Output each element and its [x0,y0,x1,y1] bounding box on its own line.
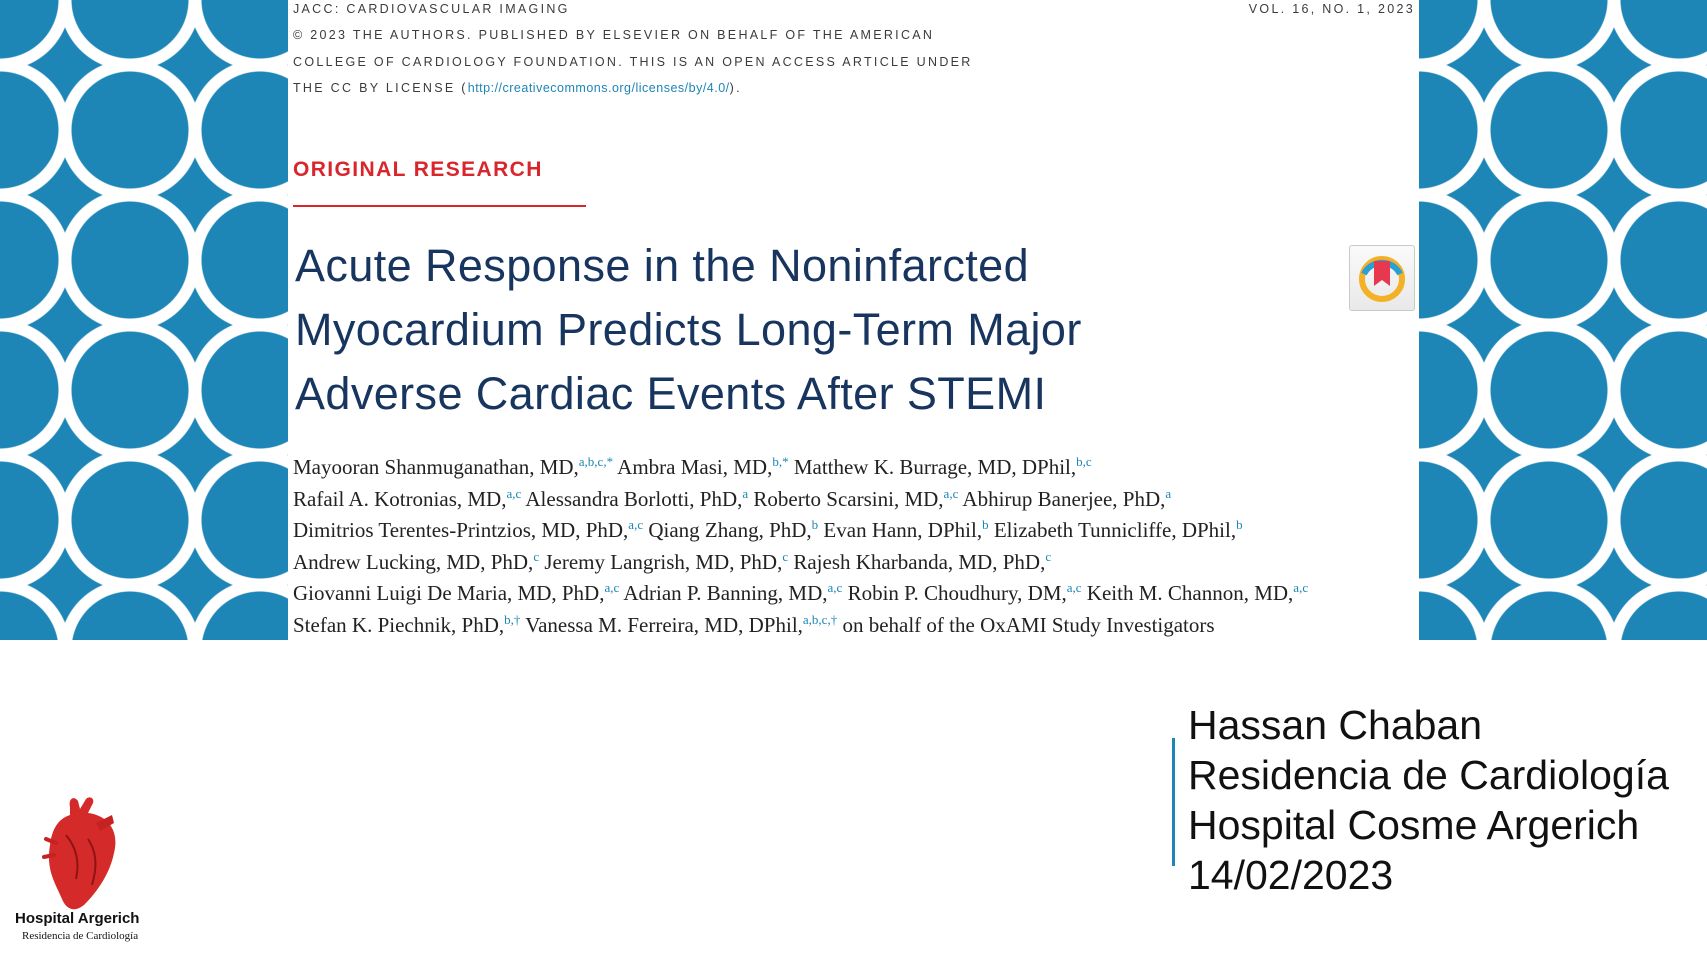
license-link[interactable]: http://creativecommons.org/licenses/by/4.0/ [467,81,730,95]
author-affiliation: a,c [604,580,620,595]
presenter-accent-bar [1172,738,1175,866]
license-line-3: THE CC BY LICENSE (http://creativecommons.org/licenses/by/4.0/). [293,81,742,95]
author-name: Giovanni Luigi De Maria, MD, PhD, [293,581,605,605]
journal-volume: VOL. 16, NO. 1, 2023 [1248,2,1415,16]
author-line [293,484,1418,516]
author-list [293,452,1418,640]
author-name: Abhirup Banerjee, PhD, [958,486,1166,511]
author-affiliation: a,c [628,517,644,532]
author-name: Andrew Lucking, MD, PhD, [293,549,534,574]
author-name: Qiang Zhang, PhD, [643,518,812,542]
author-name: Matthew K. Burrage, MD, DPhil, [788,455,1077,479]
presenter-name: Hassan Chaban [1188,702,1483,748]
author-affiliation: c [533,548,540,564]
author-name: Rajesh Kharbanda, MD, PhD, [788,549,1046,574]
author-name: Stefan K. Piechnik, PhD, [293,612,505,637]
author-line [293,610,1418,641]
presenter-info [1188,700,1703,900]
logo-subtitle: Residencia de Cardiología [22,930,139,942]
author-line [293,452,1418,484]
license-line-1: © 2023 THE AUTHORS. PUBLISHED BY ELSEVIER ON BEHALF OF THE AMERICAN [293,28,935,42]
author-line [293,515,1418,547]
author-name: Robin P. Choudhury, DM, [842,581,1067,605]
author-name: Vanessa M. Ferreira, MD, DPhil, [520,612,803,637]
decorative-pattern-left [0,0,288,640]
section-divider [293,205,586,207]
author-affiliation: b [982,517,989,532]
author-affiliation: a [1165,485,1172,501]
author-affiliation: a,c [827,580,843,595]
author-line [293,578,1418,610]
author-affiliation: a [742,485,749,501]
author-name: Adrian P. Banning, MD, [619,581,828,605]
author-name: on behalf of the OxAMI Study Investigators [837,612,1215,637]
author-name: Alessandra Borlotti, PhD, [521,486,743,511]
presenter-date: 14/02/2023 [1188,852,1394,898]
title-line: Acute Response in the Noninfarcted [295,240,1030,291]
author-name: Mayooran Shanmuganathan, MD, [293,455,579,479]
author-affiliation: b [1236,517,1243,532]
author-affiliation: b,* [772,454,789,469]
section-label: ORIGINAL RESEARCH [293,158,543,181]
article-title [295,234,1295,426]
title-line: Myocardium Predicts Long-Term Major [295,304,1082,355]
author-affiliation: a,c [506,485,522,501]
author-affiliation: b,c [1076,454,1092,469]
author-affiliation: a,c [943,485,959,501]
journal-name: JACC: CARDIOVASCULAR IMAGING [293,2,570,16]
author-affiliation: b [811,517,819,532]
author-affiliation: a,c [1066,580,1082,595]
author-affiliation: c [1045,548,1052,564]
author-name: Keith M. Channon, MD, [1081,581,1294,605]
article-header-image [288,0,1419,640]
logo-name: Hospital Argerich [15,910,140,927]
author-name: Roberto Scarsini, MD, [748,486,944,511]
author-name: Jeremy Langrish, MD, PhD, [539,549,783,574]
crossmark-icon[interactable] [1349,245,1415,311]
presenter-hospital: Hospital Cosme Argerich [1188,802,1640,848]
author-affiliation: b,† [504,611,521,627]
author-affiliation: a,b,c,† [802,611,838,627]
author-line [293,547,1418,579]
decorative-pattern-right [1419,0,1707,640]
title-line: Adverse Cardiac Events After STEMI [295,368,1047,419]
author-affiliation: a,c [1293,580,1309,595]
author-affiliation: c [782,548,789,564]
license-line-2: COLLEGE OF CARDIOLOGY FOUNDATION. THIS IS AN OPEN ACCESS ARTICLE UNDER [293,55,973,69]
author-affiliation: a,b,c,* [578,454,614,469]
presenter-program: Residencia de Cardiología [1188,752,1669,798]
author-name: Elizabeth Tunnicliffe, DPhil, [988,518,1237,542]
author-name: Rafail A. Kotronias, MD, [293,486,507,511]
author-name: Evan Hann, DPhil, [818,518,983,542]
author-name: Ambra Masi, MD, [613,455,773,479]
author-name: Dimitrios Terentes-Printzios, MD, PhD, [293,518,629,542]
